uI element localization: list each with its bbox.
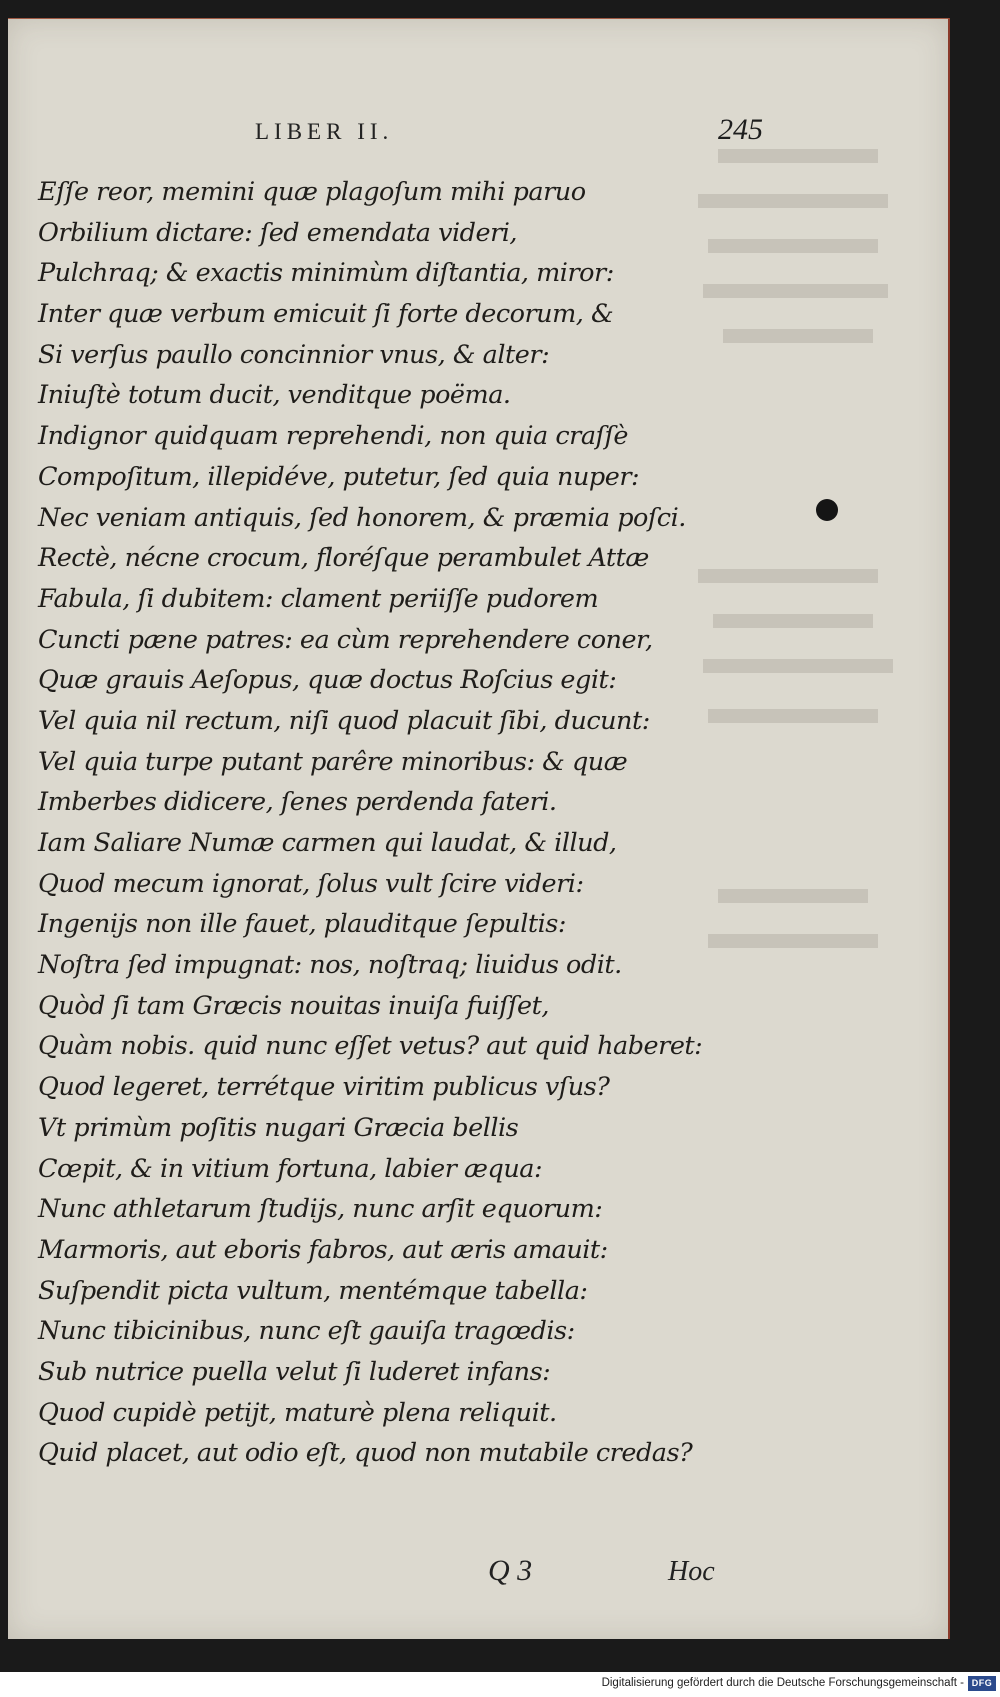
verse-line: Orbilium dictare: ſed emendata videri, [38,217,518,248]
verse-line: Rectè, nécne crocum, floréſque perambulet Attæ [38,543,649,574]
verse-line: Compoſitum, illepidéve, putetur, ſed quia nuper: [38,461,640,492]
verse-line: Nec veniam antiquis, ſed honorem, & præmia poſci. [38,502,686,533]
verse-line: Imberbes didicere, ſenes perdenda fateri. [38,787,557,818]
verse-line: Nunc tibicinibus, nunc eſt gauiſa tragœdis: [38,1316,575,1347]
verse-line: Vt primùm poſitis nugari Græcia bellis [38,1112,519,1143]
attribution-bar [0,1672,1000,1697]
page-footer [8,1554,948,1604]
page-header [8,107,948,167]
verse-line: Quod legeret, terrétque viritim publicus vſus? [38,1072,610,1103]
verse-line: Iniuſtè totum ducit, venditque poëma. [38,380,511,411]
verse-line: Nunc athletarum ſtudijs, nunc arſit equorum: [38,1194,603,1225]
verse-line: Marmoris, aut eboris fabros, aut æris amauit: [38,1234,608,1265]
verse-line: Cuncti pæne patres: ea cùm reprehendere coner, [38,624,653,655]
catchword: Hoc [668,1556,715,1587]
signature-mark: Q 3 [488,1554,533,1587]
attribution-text: Digitalisierung gefördert durch die Deutsche Forschungsgemeinschaft - [601,1677,964,1689]
verse-line: Pulchraq; & exactis minimùm diſtantia, miror: [38,258,614,289]
verse-line: Quod cupidè petijt, maturè plena reliquit. [38,1397,557,1428]
verse-line: Vel quia nil rectum, niſi quod placuit ſibi, ducunt: [38,705,650,736]
verse-line: Cœpit, & in vitium fortuna, labier æqua: [38,1153,543,1184]
verse-line: Noſtra ſed impugnat: nos, noſtraq; liuidus odit. [38,950,622,981]
running-head: LIBER II. [255,119,394,144]
verse-list [38,172,768,1474]
verse-line: Quàm nobis. quid nunc eſſet vetus? aut quid haberet: [38,1031,703,1062]
page-number: 245 [718,113,763,146]
verse-line: Iam Saliare Numæ carmen qui laudat, & illud, [38,828,617,858]
verse-line: Quod mecum ignorat, ſolus vult ſcire videri: [38,868,584,899]
verse-line: Indignor quidquam reprehendi, non quia craſſè [38,421,628,452]
verse-line: Eſſe reor, memini quæ plagoſum mihi paruo [38,177,586,207]
verse-line: Fabula, ſi dubitem: clament periiſſe pudorem [38,583,599,614]
verse-line: Vel quia turpe putant parêre minoribus: & quæ [38,746,628,777]
ink-spot [816,499,838,521]
dfg-logo-icon: DFG [968,1676,996,1691]
verse-line: Suſpendit picta vultum, mentémque tabella: [38,1275,588,1306]
verse-line: Quòd ſi tam Græcis nouitas inuiſa fuiſſet, [38,990,549,1021]
verse-line: Quid placet, aut odio eſt, quod non mutabile credas? [38,1438,693,1469]
verse-line: Ingenijs non ille fauet, plauditque ſepultis: [38,909,566,940]
verse-line: Quæ grauis Aeſopus, quæ doctus Roſcius egit: [38,665,617,696]
book-page [8,18,950,1639]
verse-line: Inter quæ verbum emicuit ſi forte decorum, & [38,299,614,330]
verse-line: Si verſus paullo concinnior vnus, & alter: [38,339,550,370]
verse-line: Sub nutrice puella velut ſi luderet infans: [38,1356,551,1387]
